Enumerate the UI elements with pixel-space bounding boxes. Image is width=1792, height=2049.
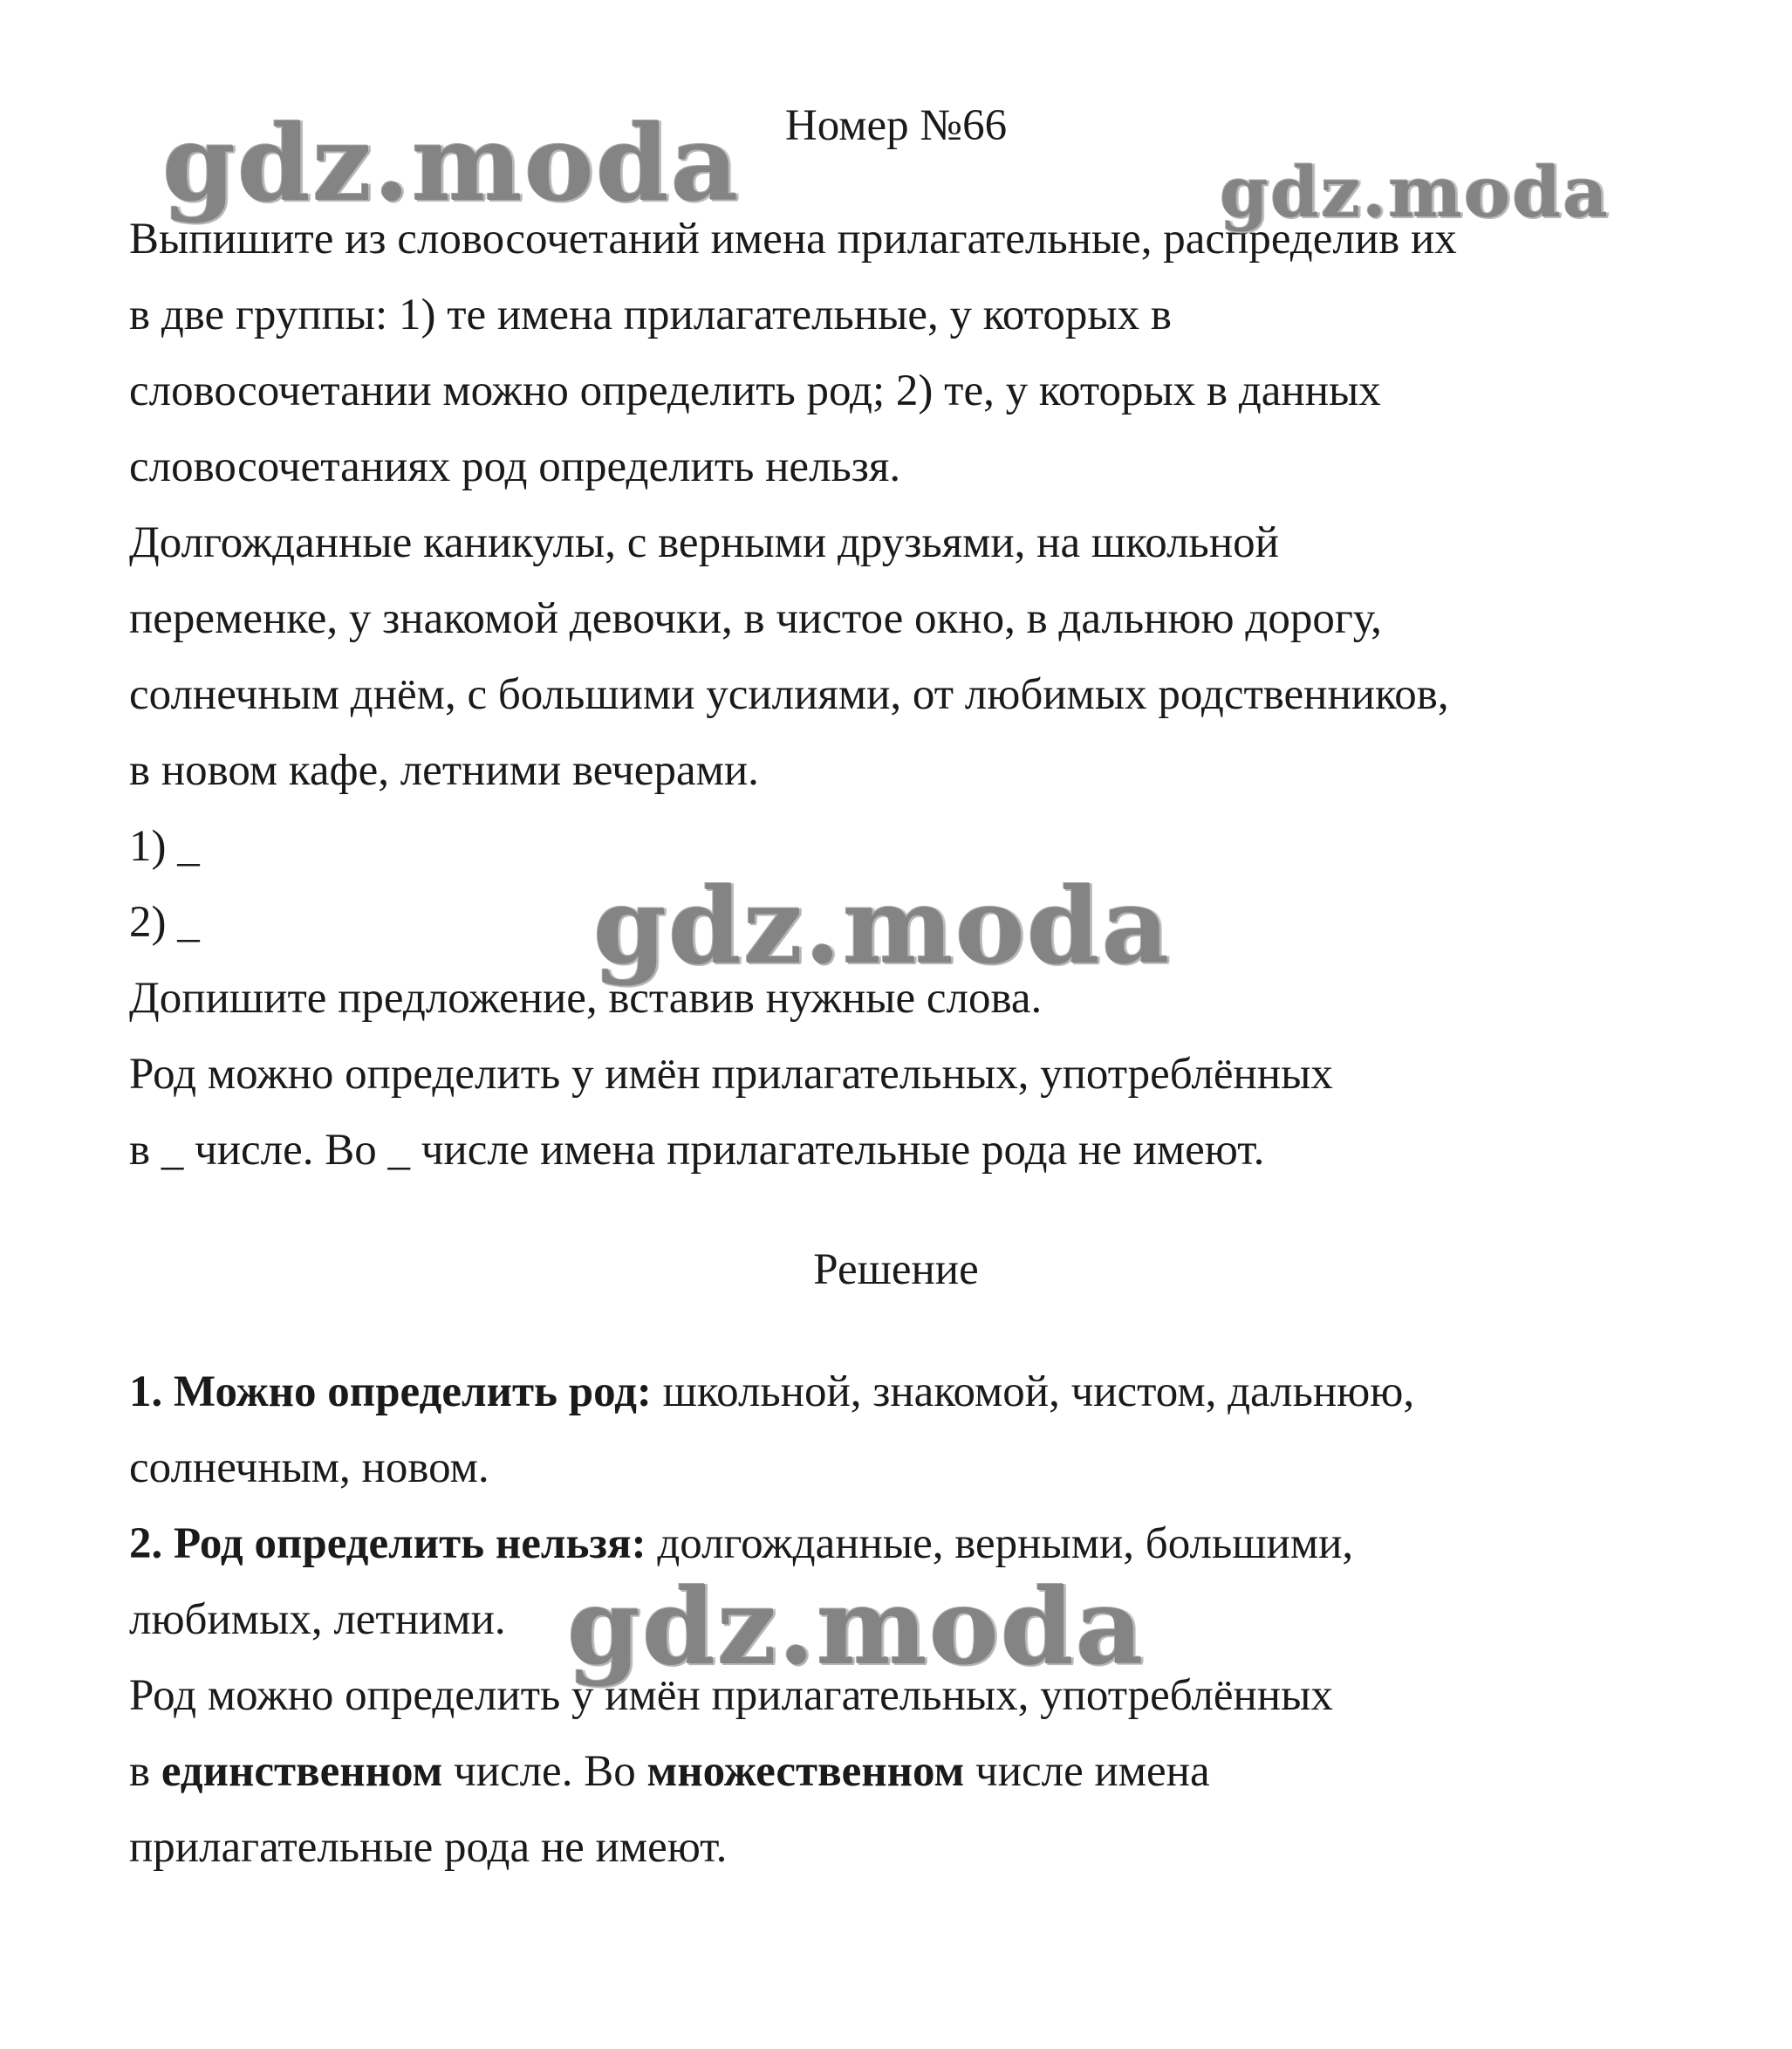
rule-answer-plural: множественном [646,1747,965,1796]
solution-rule-line-3: прилагательные рода не имеют. [129,1823,728,1872]
task-line-5: Долгожданные каникулы, с верными друзьями, на школьной [129,518,1279,567]
page-title: Номер №66 [784,101,1008,150]
solution-item-1-cont: солнечным, новом. [129,1443,489,1492]
watermark-logo: gdz.moda [1220,151,1610,233]
solution-item-1-text: школьной, знакомой, чистом, дальнюю, [651,1367,1415,1416]
task-line-2: в две группы: 1) те имена прилагательные, у которых в [129,291,1172,339]
watermark-logo: gdz.moda [162,102,741,225]
solution-item-2-cont: любимых, летними. [129,1595,506,1644]
solution-rule-line-1: Род можно определить у имён прилагательных, употреблённых [129,1671,1333,1720]
task-answer-1: 1) _ [129,822,200,871]
solution-rule-line-2 [129,1745,1210,1798]
task-line-4: словосочетаниях род определить нельзя. [129,442,901,491]
watermark-logo: gdz.moda [567,1566,1146,1689]
solution-item-2-text: долгожданные, верными, большими, [646,1519,1354,1568]
task-line-3: словосочетании можно определить род; 2) те, у которых в данных [129,367,1381,415]
task-line-13: в _ числе. Во _ числе имена прилагательные рода не имеют. [129,1126,1265,1175]
rule-answer-singular: единственном [161,1747,443,1796]
task-line-11: Допишите предложение, вставив нужные слова. [129,974,1043,1023]
solution-item-2 [129,1518,1353,1570]
solution-item-1-label: 1. Можно определить род: [129,1367,652,1416]
solution-heading: Решение [813,1245,979,1294]
rule-text-a: в [129,1747,161,1796]
watermark-logo: gdz.moda [593,865,1172,988]
rule-text-c: числе имена [964,1747,1210,1796]
task-line-1: Выпишите из словосочетаний имена прилагательные, распределив их [129,215,1457,264]
task-line-7: солнечным днём, с большими усилиями, от любимых родственников, [129,670,1449,719]
task-line-6: переменке, у знакомой девочки, в чистое окно, в дальнюю дорогу, [129,594,1382,643]
task-line-12: Род можно определить у имён прилагательных, употреблённых [129,1050,1333,1099]
task-line-8: в новом кафе, летними вечерами. [129,746,759,795]
rule-text-b: числе. Во [442,1747,647,1796]
task-answer-2: 2) _ [129,898,200,947]
solution-item-1 [129,1366,1414,1418]
solution-item-2-label: 2. Род определить нельзя: [129,1519,646,1568]
